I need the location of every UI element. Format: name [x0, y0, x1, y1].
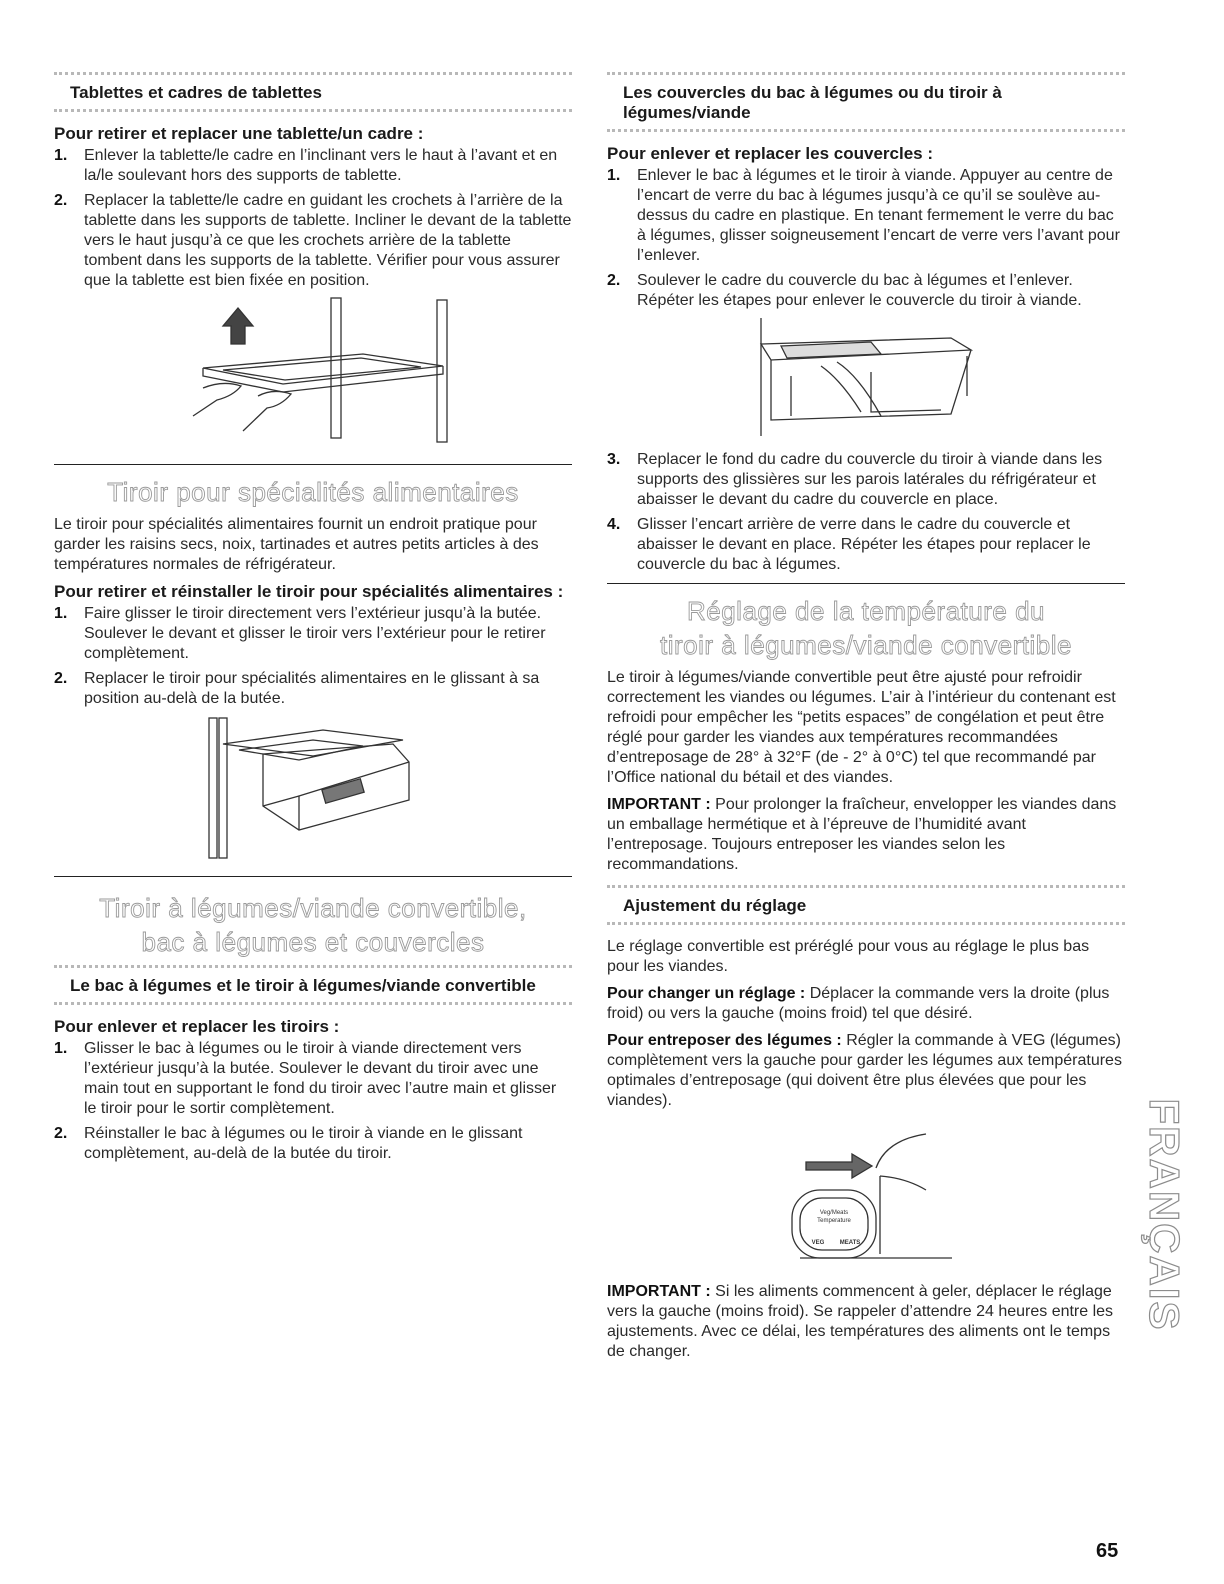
dotted-divider	[54, 1002, 572, 1005]
crisper-title: Tiroir à légumes/viande convertible, bac à légumes et couvercles	[99, 893, 527, 957]
specialty-heading: Pour retirer et réinstaller le tiroir pour spécialités alimentaires :	[54, 582, 564, 601]
list-item: 4. Glisser l’encart arrière de verre dans le cadre du couvercle et abaisser le devant en place. Répéter les étapes pour replacer le couvercle du bac à légumes.	[607, 516, 1091, 573]
crisper-steps	[54, 1039, 572, 1164]
list-item: 1. Enlever le bac à légumes et le tiroir à viande. Appuyer au centre de l’encart de verre du bac à légumes jusqu’à ce qu’il se soulève au-dessus du cadre en plastique. En tenant fermement le verre du bac à légumes, glisser soigneusement l’encart de verre vers l’avant pour l’enlever.	[607, 167, 1120, 264]
dotted-divider	[607, 922, 1125, 925]
list-item: 1. Glisser le bac à légumes ou le tiroir à viande directement vers l’extérieur jusqu’à la butée. Soulever le devant du tiroir avec une main tout en supportant le fond du tiroir avec l’autre main et glisser le tiroir pour le sortir complètement.	[54, 1040, 557, 1117]
cover-illustration	[751, 316, 981, 440]
temp-title: Réglage de la température du tiroir à légumes/viande convertible	[659, 596, 1073, 660]
list-item: 2. Soulever le cadre du couvercle du bac à légumes et l’enlever. Répéter les étapes pour enlever le couvercle du tiroir à viande.	[607, 272, 1082, 309]
list-item: 2. Replacer la tablette/le cadre en guidant les crochets à l’arrière de la tablette dans les supports de tablette. Incliner le devant de la tablette vers le haut jusqu’à ce que les crochets arrière de la tablette tombent dans les supports de la tablette. Vérifier pour vous assurer que la tablette est bien fixée en position.	[54, 192, 572, 289]
shelves-heading: Pour retirer et replacer une tablette/un cadre :	[54, 124, 424, 143]
covers-header: Les couvercles du bac à légumes ou du tiroir à légumes/viande	[623, 83, 1002, 122]
dial-label-top: Veg/Meats	[819, 1210, 849, 1216]
specialty-drawer-illustration	[203, 714, 423, 864]
specialty-steps	[54, 604, 572, 709]
section-rule	[54, 464, 572, 465]
crisper-heading: Pour enlever et replacer les tiroirs :	[54, 1017, 340, 1036]
adjust-intro: Le réglage convertible est préréglé pour vous au réglage le plus bas pour les viandes.	[607, 938, 1090, 975]
crisper-header: Le bac à légumes et le tiroir à légumes/viande convertible	[70, 976, 536, 995]
list-item: 3. Replacer le fond du cadre du couvercle du tiroir à viande dans les supports des glissières sur les parois latérales du réfrigérateur et abaisser le devant du cadre du couvercle en place.	[607, 451, 1103, 508]
list-item: 1. Enlever la tablette/le cadre en l’inclinant vers le haut à l’avant et en la/le soulevant hors des supports de tablette.	[54, 147, 558, 184]
dial-veg-label: VEG	[811, 1240, 825, 1246]
dial-meats-label: MEATS	[839, 1240, 861, 1246]
page-number: 65	[1096, 1540, 1119, 1562]
temp-important: IMPORTANT : Pour prolonger la fraîcheur, envelopper les viandes dans un emballage hermétique et à l’épreuve de l’humidité avant l’entreposage. Toujours entreposer les viandes selon les recommandations.	[607, 796, 1117, 873]
shelves-header: Tablettes et cadres de tablettes	[70, 83, 322, 102]
dial-label-mid: Temperature	[817, 1218, 851, 1224]
specialty-intro: Le tiroir pour spécialités alimentaires fournit un endroit pratique pour garder les raisins secs, noix, tartinades et autres petits articles à des températures normales de réfrigérateur.	[54, 516, 539, 573]
section-rule	[54, 876, 572, 877]
dotted-divider	[607, 129, 1125, 132]
language-side-tab: FRANÇAIS	[1141, 1098, 1188, 1332]
shelf-illustration	[163, 296, 463, 446]
temp-intro: Le tiroir à légumes/viande convertible peut être ajusté pour refroidir correctement les viandes ou légumes. L’air à l’intérieur du contenant est refroidi pour empêcher les “petits espaces” de congélation et peut être réglé pour garder les viandes aux températures recommandées d’entreposage de 28° à 32°F (de - 2° à 0°C) tel que recommandé par l’Office national du bétail et des viandes.	[607, 669, 1116, 786]
section-rule	[607, 583, 1125, 584]
dotted-divider	[54, 109, 572, 112]
right-column	[607, 72, 1125, 1369]
temperature-dial-illustration	[776, 1118, 956, 1278]
shelves-steps	[54, 146, 572, 291]
covers-steps-b	[607, 450, 1125, 575]
specialty-title: Tiroir pour spécialités alimentaires	[107, 477, 519, 507]
list-item: 2. Replacer le tiroir pour spécialités alimentaires en le glissant à sa position au-delà de la butée.	[54, 670, 540, 707]
adjust-important: IMPORTANT : Si les aliments commencent à geler, déplacer le réglage vers la gauche (moins froid). Se rappeler d’attendre 24 heures entre les ajustements. Avec ce délai, les températures des aliments ont le temps de changer.	[607, 1283, 1114, 1360]
adjust-veg: Pour entreposer des légumes : Régler la commande à VEG (légumes) complètement vers la gauche pour garder les légumes aux températures optimales d’entreposage (qui doivent être plus élevées que pour les viandes).	[607, 1032, 1122, 1109]
left-column	[54, 72, 572, 1169]
covers-steps-a	[607, 166, 1125, 311]
adjust-change: Pour changer un réglage : Déplacer la commande vers la droite (plus froid) ou vers la gauche (moins froid) tel que désiré.	[607, 985, 1110, 1022]
list-item: 2. Réinstaller le bac à légumes ou le tiroir à viande en le glissant complètement, au-delà de la butée du tiroir.	[54, 1125, 523, 1162]
list-item: 1. Faire glisser le tiroir directement vers l’extérieur jusqu’à la butée. Soulever le devant et glisser le tiroir vers l’extérieur pour le retirer complètement.	[54, 605, 546, 662]
adjust-header: Ajustement du réglage	[623, 896, 807, 915]
covers-heading: Pour enlever et replacer les couvercles :	[607, 144, 934, 163]
